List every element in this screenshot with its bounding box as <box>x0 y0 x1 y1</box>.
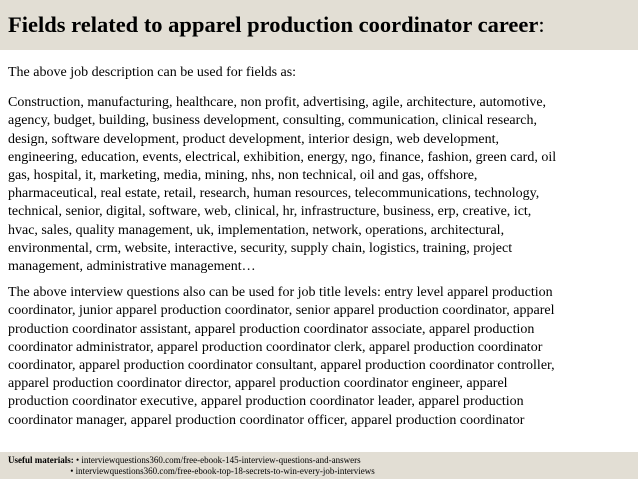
bullet-icon: • <box>70 466 74 476</box>
page-title-colon: : <box>538 12 545 37</box>
fields-paragraph <box>8 94 634 276</box>
fields-line: management, administrative management… <box>8 259 256 275</box>
levels-paragraph <box>8 284 634 430</box>
levels-line: coordinator, junior apparel production coordinator, senior apparel production coordinator, apparel <box>8 303 555 319</box>
page-title <box>8 12 545 38</box>
fields-line: environmental, crm, website, interactive, security, supply chain, logistics, training, project <box>8 240 513 256</box>
footer-row <box>8 466 375 477</box>
levels-line: coordinator, apparel production coordinator consultant, apparel production coordinator controller, <box>8 358 555 374</box>
footer-link[interactable]: interviewquestions360.com/free-ebook-145-interview-questions-and-answers <box>81 455 361 465</box>
footer-row <box>8 455 361 466</box>
fields-line: pharmaceutical, real estate, retail, research, human resources, telecommunications, technology, <box>8 186 540 202</box>
intro-text: The above job description can be used for fields as: <box>8 65 297 80</box>
useful-materials-label: Useful materials <box>8 455 71 465</box>
levels-line: production coordinator executive, apparel production coordinator leader, apparel production <box>8 394 524 410</box>
fields-line: gas, hospital, it, marketing, media, mining, nhs, non technical, oil and gas, offshore, <box>8 168 478 184</box>
fields-line: Construction, manufacturing, healthcare, non profit, advertising, agile, architecture, automotive, <box>8 95 547 111</box>
levels-line: apparel production coordinator director, apparel production coordinator engineer, apparel <box>8 376 508 392</box>
footer-link[interactable]: interviewquestions360.com/free-ebook-top-18-secrets-to-win-every-job-interviews <box>75 466 375 476</box>
fields-line: design, software development, product development, interior design, web development, <box>8 131 500 147</box>
content-body <box>8 64 634 430</box>
bullet-icon: • <box>76 455 80 465</box>
levels-line: coordinator manager, apparel production coordinator officer, apparel production coordinator <box>8 412 525 428</box>
useful-materials-colon: : <box>70 455 74 465</box>
title-bar <box>0 0 638 50</box>
fields-line: agency, budget, building, business development, consulting, communication, clinical research, <box>8 113 538 129</box>
fields-line: technical, senior, digital, software, web, clinical, hr, infrastructure, business, erp, creative, ict, <box>8 204 532 220</box>
levels-line: production coordinator assistant, apparel production coordinator associate, apparel production <box>8 321 535 337</box>
footer-bar <box>0 452 638 479</box>
levels-line: The above interview questions also can be used for job title levels: entry level apparel production <box>8 285 553 301</box>
levels-line: coordinator administrator, apparel production coordinator clerk, apparel production coordinator <box>8 339 543 355</box>
fields-line: engineering, education, events, electrical, exhibition, energy, ngo, finance, fashion, green card, oil <box>8 149 557 165</box>
fields-line: hvac, sales, quality management, uk, implementation, network, operations, architectural, <box>8 222 505 238</box>
page-title-text: Fields related to apparel production coordinator career <box>8 12 539 37</box>
